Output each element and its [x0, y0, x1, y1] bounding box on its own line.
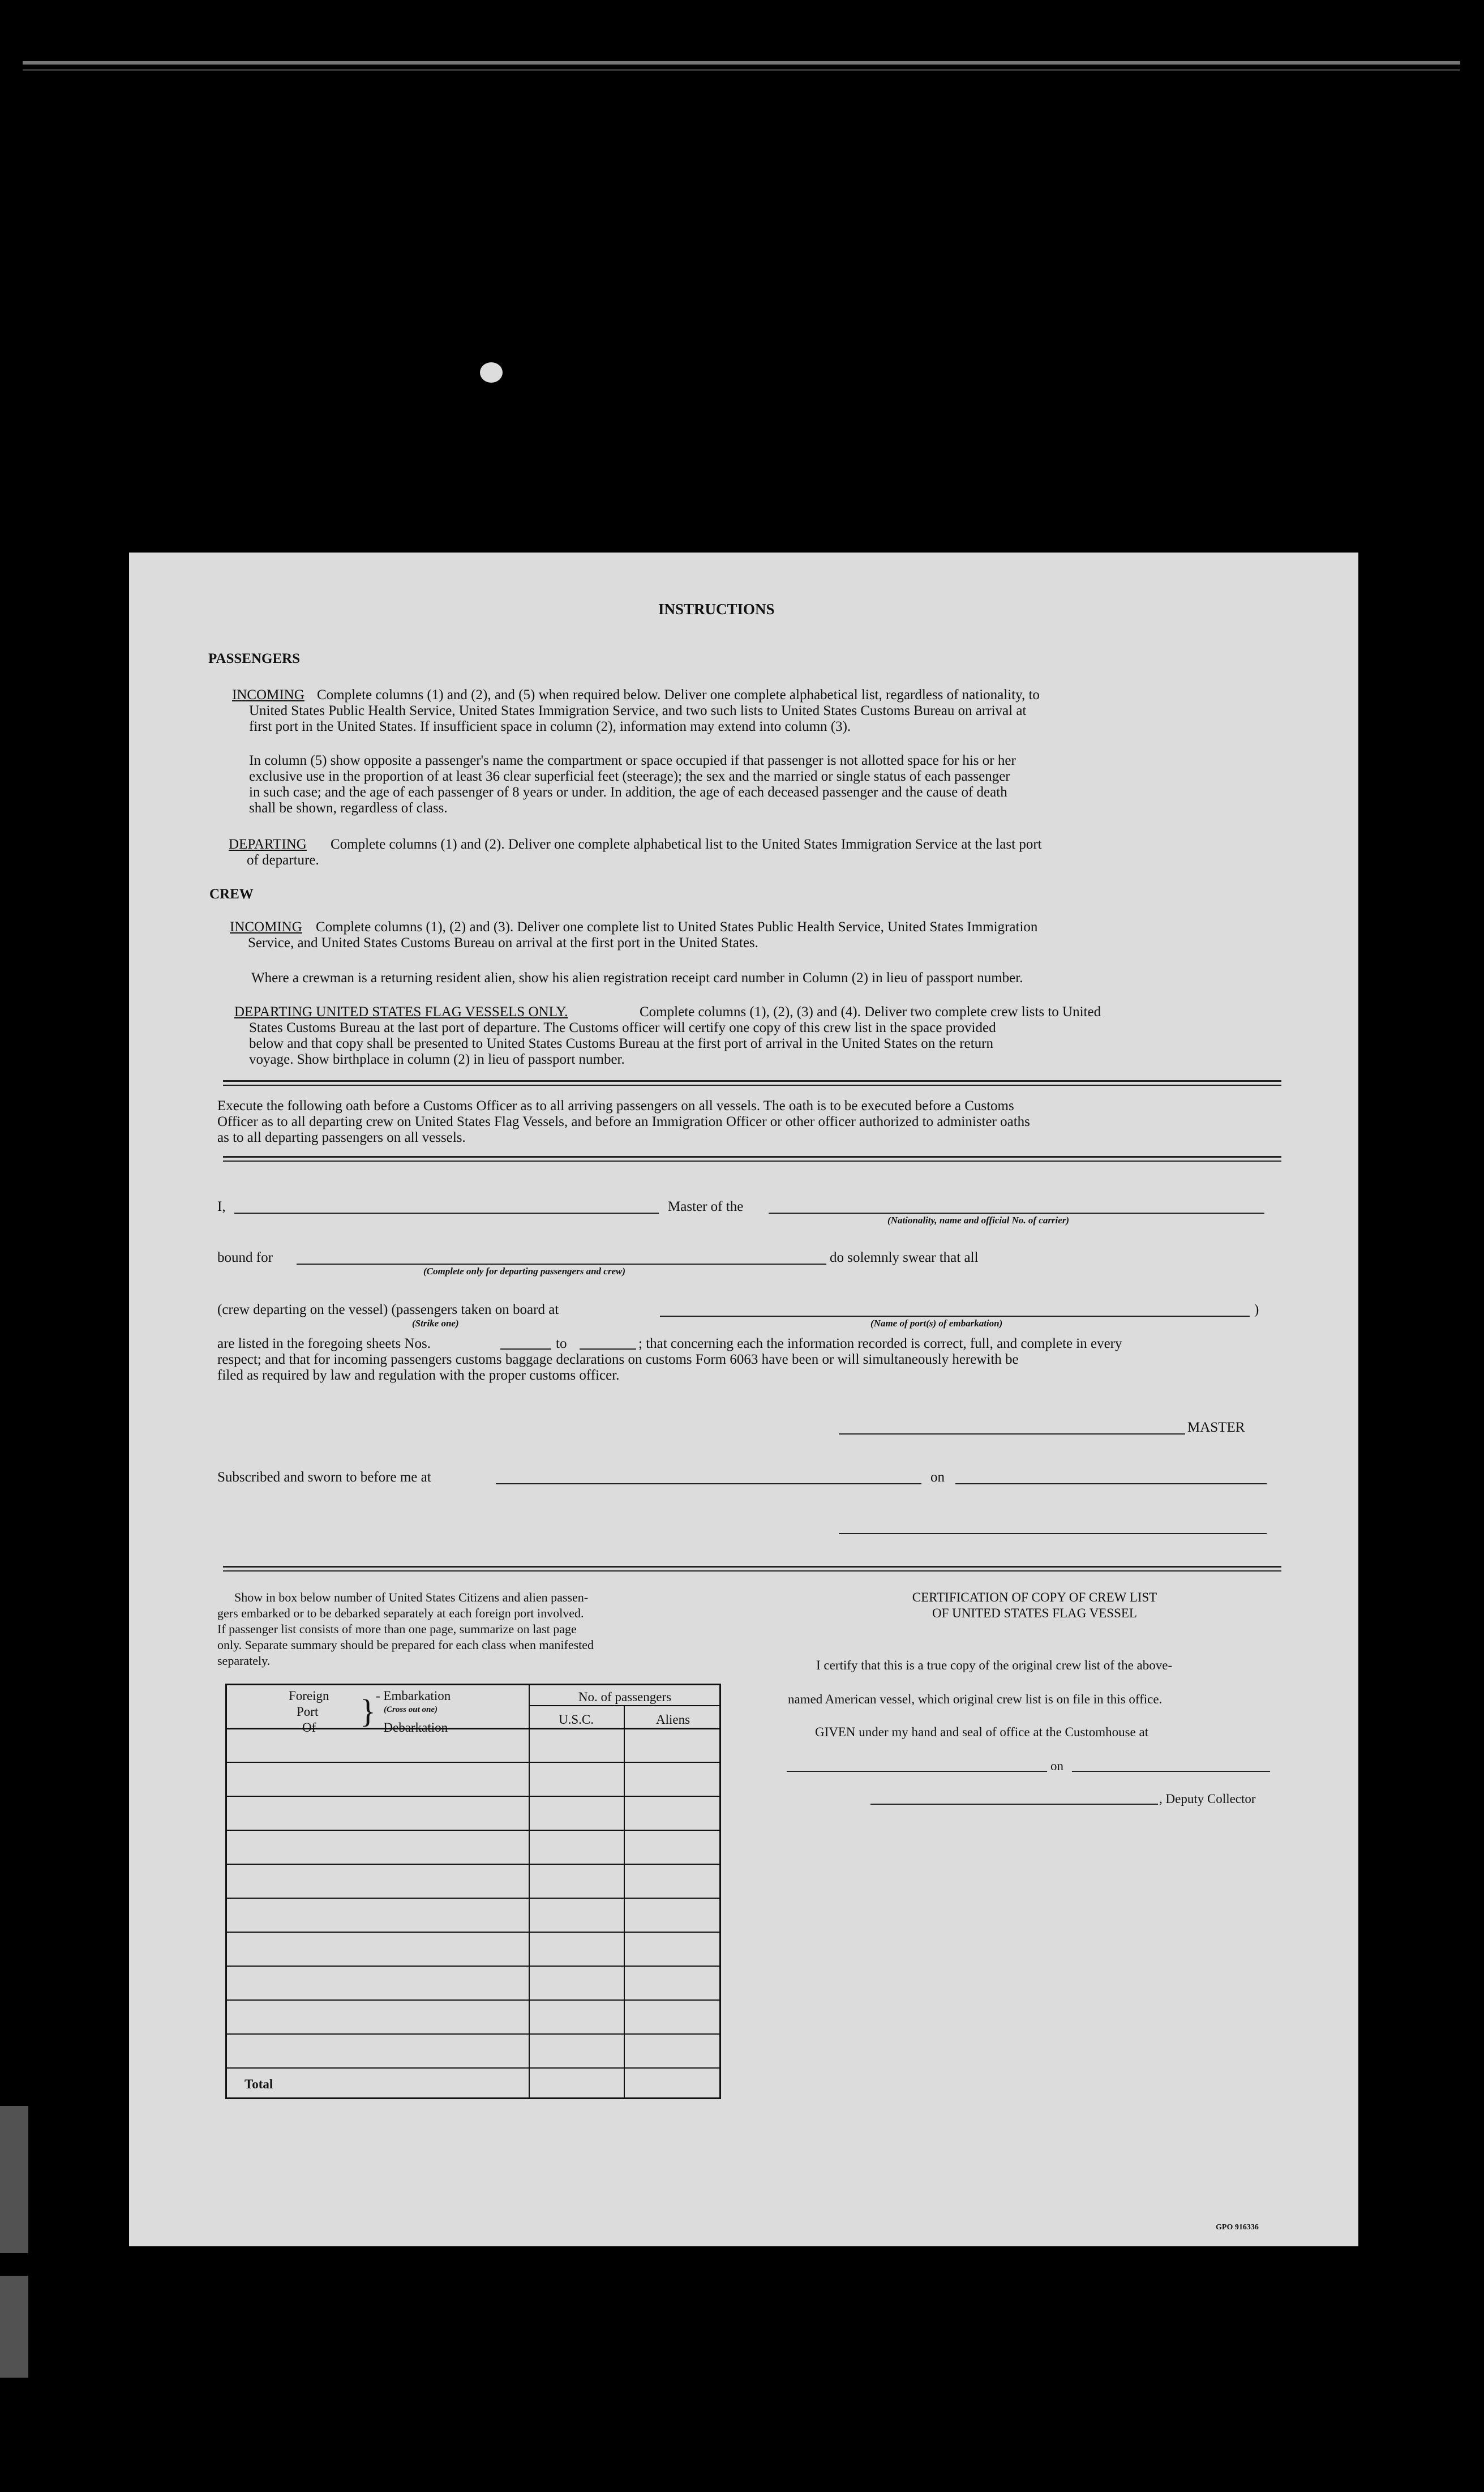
column5-text: shall be shown, regardless of class. — [249, 800, 448, 816]
table-foreign-label: Foreign — [289, 1689, 329, 1703]
summary-text: gers embarked or to be debarked separately at each foreign port involved. — [217, 1606, 584, 1620]
deputy-collector-label: , Deputy Collector — [1159, 1792, 1256, 1806]
deputy-signature-field[interactable] — [870, 1804, 1158, 1805]
sworn-place-field[interactable] — [496, 1483, 921, 1484]
table-embarkation-label: - Embarkation — [376, 1689, 451, 1703]
divider — [223, 1085, 1281, 1086]
filed-text: filed as required by law and regulation with the proper customs officer. — [217, 1368, 620, 1383]
certification-title: OF UNITED STATES FLAG VESSEL — [932, 1606, 1137, 1620]
table-cross-out-caption: (Cross out one) — [384, 1705, 438, 1714]
passengers-incoming-text: Complete columns (1) and (2), and (5) when required below. Deliver one complete alphabetical list, regardless of nationality, to — [317, 687, 1040, 703]
summary-text: If passenger list consists of more than one page, summarize on last page — [217, 1622, 577, 1636]
divider — [223, 1156, 1281, 1158]
crew-title: CREW — [209, 887, 254, 902]
table-port-label: Port — [297, 1705, 319, 1719]
crew-resident-text: Where a crewman is a returning resident alien, show his alien registration receipt card number in Column (2) in lieu of passport number. — [251, 970, 1023, 986]
certification-on: on — [1050, 1759, 1063, 1773]
gpo-code: GPO 916336 — [1216, 2223, 1259, 2232]
sworn-date-field[interactable] — [955, 1483, 1267, 1484]
passengers-incoming-text: United States Public Health Service, United States Immigration Service, and two such lists to United States Customs Bureau on arrival at — [249, 703, 1027, 718]
divider — [223, 1570, 1281, 1572]
crew-incoming-text: Service, and United States Customs Bureau on arrival at the first port in the United States. — [248, 935, 758, 950]
crew-departing-text: below and that copy shall be presented to United States Customs Bureau at the first port of arrival in the United States on the return — [249, 1036, 993, 1051]
oath-i: I, — [217, 1199, 226, 1214]
table-row — [225, 2033, 721, 2035]
table-aliens-header: Aliens — [655, 1712, 690, 1727]
divider — [223, 1080, 1281, 1082]
table-usc-header: U.S.C. — [559, 1712, 594, 1727]
certification-text: I certify that this is a true copy of the original crew list of the above- — [816, 1658, 1173, 1672]
scan-edge — [0, 2106, 28, 2253]
column5-text: In column (5) show opposite a passenger's name the compartment or space occupied if that passenger is not allotted space for his or her — [249, 753, 1016, 768]
certification-text: named American vessel, which original crew list is on file in this office. — [788, 1692, 1163, 1706]
nationality-caption: (Nationality, name and official No. of carrier) — [887, 1215, 1070, 1226]
certification-date-field[interactable] — [1072, 1771, 1270, 1772]
column5-text: exclusive use in the proportion of at least 36 clear superficial feet (steerage); the sex and the married or single status of each passenger — [249, 769, 1010, 784]
summary-text: separately. — [217, 1654, 271, 1668]
subscribed-text: Subscribed and sworn to before me at — [217, 1470, 431, 1485]
sheet-to-field[interactable] — [580, 1348, 636, 1350]
listed-text: are listed in the foregoing sheets Nos. — [217, 1336, 431, 1351]
swear-text: do solemnly swear that all — [830, 1250, 979, 1265]
bound-for-label: bound for — [217, 1250, 273, 1265]
sworn-on: on — [930, 1470, 945, 1485]
table-of-label: Of — [302, 1720, 316, 1735]
crew-departing-text: Complete columns (1), (2), (3) and (4). Deliver two complete crew lists to United — [640, 1004, 1101, 1020]
scan-artifact-line — [23, 61, 1460, 65]
scan-artifact-line — [23, 69, 1460, 71]
crew-departing-label: DEPARTING UNITED STATES FLAG VESSELS ONLY. — [234, 1004, 568, 1020]
port-caption: (Name of port(s) of embarkation) — [870, 1318, 1003, 1329]
table-brace: } — [360, 1693, 376, 1729]
table-row — [225, 1762, 721, 1763]
table-column-divider — [529, 1684, 530, 2099]
respect-text: respect; and that for incoming passengers customs baggage declarations on customs Form 6063 have been or will simultaneously herewith be — [217, 1352, 1019, 1367]
crew-departing-text: voyage. Show birthplace in column (2) in lieu of passport number. — [249, 1052, 625, 1067]
passengers-departing-text: Complete columns (1) and (2). Deliver one complete alphabetical list to the United States Immigration Service at the last port — [331, 837, 1042, 852]
passengers-incoming-label: INCOMING — [232, 687, 304, 703]
scan-smudge — [480, 362, 503, 383]
table-row — [225, 1796, 721, 1797]
master-name-field[interactable] — [234, 1213, 659, 1214]
passengers-departing-text: of departure. — [247, 853, 319, 868]
passengers-departing-label: DEPARTING — [229, 837, 307, 852]
customhouse-field[interactable] — [787, 1771, 1047, 1772]
master-of-the-label: Master of the — [668, 1199, 744, 1214]
passenger-summary-table — [225, 1684, 721, 2099]
table-row — [225, 1932, 721, 1933]
embarkation-port-field[interactable] — [660, 1316, 1250, 1317]
certification-title: CERTIFICATION OF COPY OF CREW LIST — [912, 1590, 1157, 1604]
divider — [223, 1161, 1281, 1162]
oath-intro: Execute the following oath before a Customs Officer as to all arriving passengers on all vessels. The oath is to be executed before a Customs — [217, 1098, 1014, 1114]
page-heading: INSTRUCTIONS — [658, 601, 775, 618]
certification-text: GIVEN under my hand and seal of office at the Customhouse at — [815, 1725, 1149, 1739]
officer-signature-field[interactable] — [839, 1533, 1267, 1534]
table-row — [225, 1999, 721, 2001]
summary-text: Show in box below number of United States Citizens and alien passen- — [234, 1590, 589, 1604]
table-row — [225, 1898, 721, 1899]
listed-text: ; that concerning each the information recorded is correct, full, and complete in every — [638, 1336, 1122, 1351]
oath-intro: as to all departing passengers on all vessels. — [217, 1130, 466, 1145]
listed-to: to — [556, 1336, 567, 1351]
crew-departing-text: States Customs Bureau at the last port of departure. The Customs officer will certify one copy of this crew list in the space provided — [249, 1020, 996, 1035]
crew-incoming-label: INCOMING — [230, 919, 302, 935]
passengers-incoming-text: first port in the United States. If insufficient space in column (2), information may extend into column (3). — [249, 719, 851, 734]
master-signature-field[interactable] — [839, 1433, 1185, 1435]
strike-one-caption: (Strike one) — [412, 1318, 459, 1329]
table-total-label: Total — [245, 2077, 273, 2091]
scan-edge — [0, 2276, 28, 2378]
passengers-title: PASSENGERS — [208, 651, 301, 666]
crew-incoming-text: Complete columns (1), (2) and (3). Deliver one complete list to United States Public Health Service, United States Immigration — [316, 919, 1038, 935]
summary-text: only. Separate summary should be prepared for each class when manifested — [217, 1638, 594, 1652]
bound-for-field[interactable] — [297, 1264, 826, 1265]
table-debarkation-label: - Debarkation — [376, 1720, 448, 1735]
close-paren: ) — [1254, 1302, 1259, 1317]
divider — [223, 1566, 1281, 1568]
column5-text: in such case; and the age of each passenger of 8 years or under. In addition, the age of each deceased passenger and the cause of death — [249, 785, 1007, 800]
table-row — [225, 2067, 721, 2069]
table-row — [225, 1864, 721, 1865]
table-no-passengers-header: No. of passengers — [578, 1690, 672, 1704]
table-row — [225, 1966, 721, 1967]
table-row — [225, 1830, 721, 1831]
table-column-divider — [624, 1706, 625, 2099]
carrier-field[interactable] — [769, 1213, 1264, 1214]
crew-departing-text: (crew departing on the vessel) (passengers taken on board at — [217, 1302, 559, 1317]
master-label: MASTER — [1187, 1420, 1245, 1435]
oath-intro: Officer as to all departing crew on United States Flag Vessels, and before an Immigration Officer or other officer authorized to administer oaths — [217, 1114, 1030, 1129]
sheet-from-field[interactable] — [500, 1348, 551, 1350]
form-page — [129, 553, 1358, 2246]
complete-only-caption: (Complete only for departing passengers and crew) — [423, 1266, 625, 1277]
